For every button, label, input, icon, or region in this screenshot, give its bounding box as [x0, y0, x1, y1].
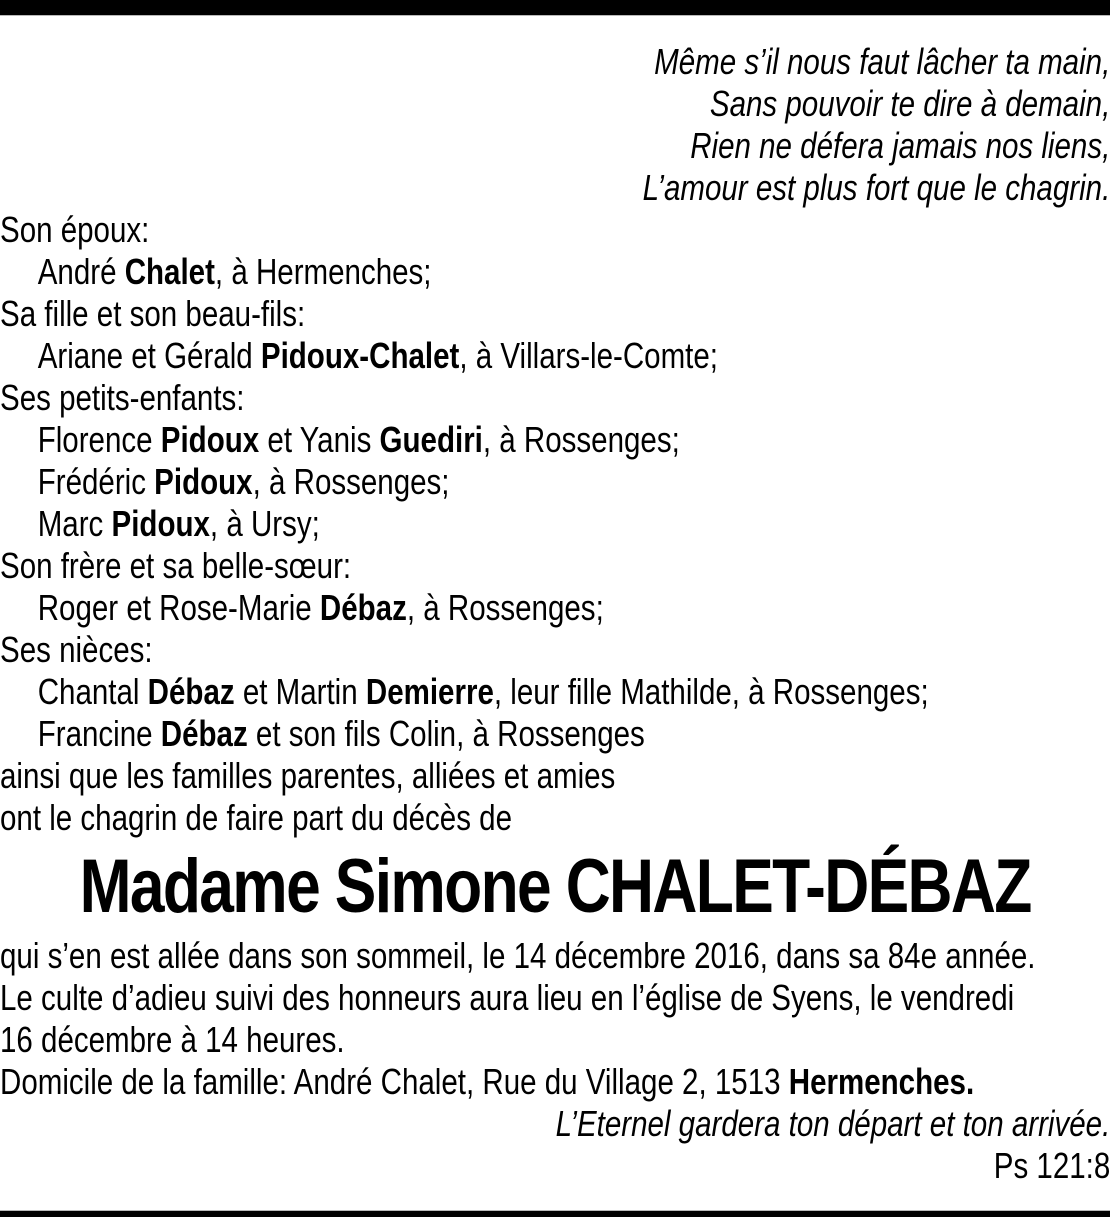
- text-segment: Rien ne défera jamais nos liens,: [690, 125, 1110, 166]
- surname-bold: Hermenches.: [788, 1061, 975, 1102]
- surname-bold: Débaz: [319, 587, 407, 628]
- surname-bold: Pidoux: [154, 461, 253, 502]
- text-segment: et Martin: [234, 671, 366, 712]
- family-line: [0, 797, 1110, 839]
- surname-bold: Pidoux: [111, 503, 210, 544]
- announcement-line: [0, 935, 1110, 977]
- text-segment: Roger et Rose-Marie: [37, 587, 320, 628]
- family-line: [0, 461, 1110, 503]
- text-segment: 16 décembre à 14 heures.: [0, 1019, 345, 1060]
- surname-bold: Chalet: [124, 251, 215, 292]
- family-line: [0, 209, 1110, 251]
- domicile-line: [0, 1061, 1110, 1103]
- text-segment: Son frère et sa belle-sœur:: [0, 545, 352, 586]
- announcement-line: [0, 977, 1110, 1019]
- scripture-block: [0, 1103, 1110, 1187]
- text-segment: L’amour est plus fort que le chagrin.: [642, 167, 1110, 208]
- text-segment: , à Rossenges;: [252, 461, 450, 502]
- announcement-line: [0, 1019, 1110, 1061]
- family-line: [0, 251, 1110, 293]
- text-segment: Même s’il nous faut lâcher ta main,: [654, 41, 1110, 82]
- text-segment: Ses nièces:: [0, 629, 153, 670]
- surname-bold: Débaz: [160, 713, 248, 754]
- family-line: [0, 545, 1110, 587]
- family-line: [0, 293, 1110, 335]
- text-segment: , à Hermenches;: [214, 251, 432, 292]
- surname-bold: Demierre: [365, 671, 494, 712]
- text-segment: Sans pouvoir te dire à demain,: [709, 83, 1110, 124]
- epigraph-poem: [0, 0, 1110, 209]
- scripture-reference: Ps 121:8: [993, 1145, 1110, 1186]
- epigraph-line: [0, 125, 1110, 167]
- text-segment: Florence: [37, 419, 161, 460]
- family-line: [0, 629, 1110, 671]
- bottom-border-bar: [0, 1211, 1110, 1217]
- text-segment: Chantal: [37, 671, 148, 712]
- text-segment: , à Villars-le-Comte;: [459, 335, 718, 376]
- family-line: [0, 587, 1110, 629]
- surname-bold: Pidoux-Chalet: [260, 335, 460, 376]
- epigraph-line: [0, 167, 1110, 209]
- text-segment: Frédéric: [37, 461, 155, 502]
- text-segment: , à Rossenges;: [482, 419, 680, 460]
- text-segment: Sa fille et son beau-fils:: [0, 293, 306, 334]
- text-segment: qui s’en est allée dans son sommeil, le 14 décembre 2016, dans sa 84e année.: [0, 935, 1036, 976]
- family-list: [0, 209, 1110, 839]
- text-segment: Son époux:: [0, 209, 150, 250]
- text-segment: Ses petits-enfants:: [0, 377, 245, 418]
- surname-bold: Guediri: [379, 419, 483, 460]
- text-segment: et son fils Colin, à Rossenges: [247, 713, 645, 754]
- text-segment: Domicile de la famille: André Chalet, Rue du Village 2, 1513: [0, 1061, 789, 1102]
- text-segment: Ariane et Gérald: [37, 335, 261, 376]
- family-line: [0, 755, 1110, 797]
- text-segment: ainsi que les familles parentes, alliées et amies: [0, 755, 616, 796]
- surname-bold: Débaz: [147, 671, 235, 712]
- deceased-name: Madame Simone CHALET-DÉBAZ: [79, 844, 1031, 929]
- text-segment: et Yanis: [259, 419, 380, 460]
- text-segment: , à Ursy;: [209, 503, 320, 544]
- family-line: [0, 671, 1110, 713]
- text-segment: Marc: [37, 503, 112, 544]
- text-segment: André: [37, 251, 125, 292]
- text-segment: Le culte d’adieu suivi des honneurs aura lieu en l’église de Syens, le vendredi: [0, 977, 1015, 1018]
- family-line: [0, 377, 1110, 419]
- text-segment: Francine: [37, 713, 161, 754]
- family-line: [0, 503, 1110, 545]
- family-line: [0, 335, 1110, 377]
- announcement-paragraph: [0, 935, 1110, 1061]
- family-line: [0, 713, 1110, 755]
- text-segment: , leur fille Mathilde, à Rossenges;: [493, 671, 929, 712]
- text-segment: , à Rossenges;: [406, 587, 604, 628]
- domicile-line-block: [0, 1061, 1110, 1103]
- family-line: [0, 419, 1110, 461]
- epigraph-line: [0, 41, 1110, 83]
- surname-bold: Pidoux: [160, 419, 260, 460]
- epigraph-line: [0, 83, 1110, 125]
- scripture-quote: L’Eternel gardera ton départ et ton arrivée.: [555, 1103, 1110, 1144]
- text-segment: ont le chagrin de faire part du décès de: [0, 797, 513, 838]
